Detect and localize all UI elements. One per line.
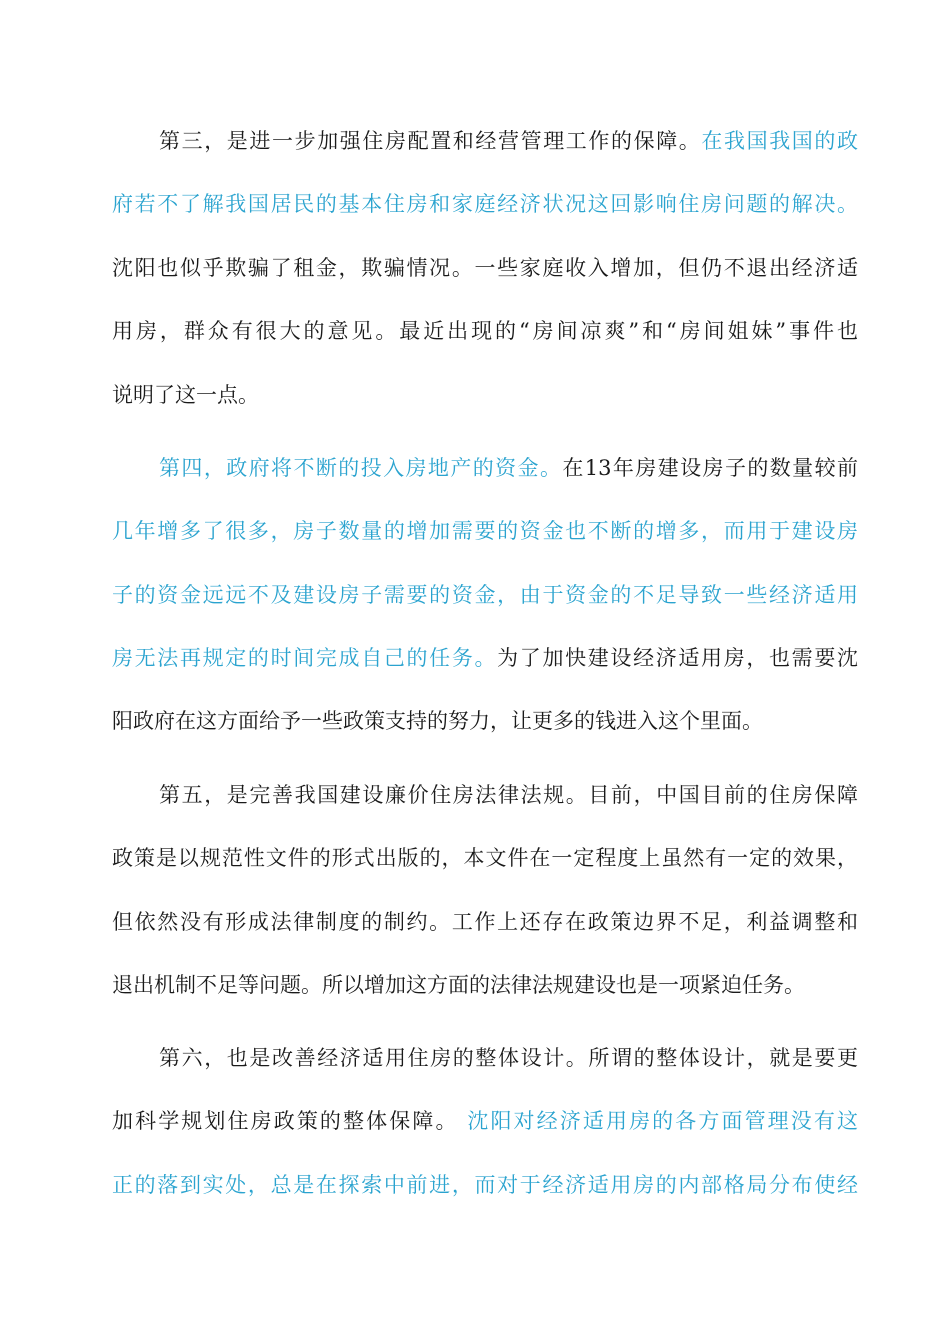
paragraph-3-line-4 <box>112 965 858 1005</box>
paragraph-1-line-3 <box>112 248 858 288</box>
paragraph-1-line-5 <box>112 375 858 415</box>
plain-text: 说明了这一点。 <box>112 383 259 407</box>
highlighted-text: 第四，政府将不断的投入房地产的资金。 <box>159 456 563 480</box>
paragraph-1-line-4 <box>112 311 858 351</box>
plain-text: 加科学规划住房政策的整体保障。 <box>112 1109 459 1133</box>
plain-text: 政策是以规范性文件的形式出版的，本文件在一定程度上虽然有一定的效果， <box>112 846 858 870</box>
plain-text: 第三，是进一步加强住房配置和经营管理工作的保障。 <box>159 129 702 153</box>
paragraph-3-line-3 <box>112 902 858 942</box>
plain-text: 用房，群众有很大的意见。最近出现的“房间凉爽”和“房间姐妹”事件也 <box>112 319 858 343</box>
paragraph-2-line-1 <box>112 448 858 488</box>
plain-text: 沈阳也似乎欺骗了租金，欺骗情况。一些家庭收入增加，但仍不退出经济适 <box>112 256 858 280</box>
paragraph-2-line-2 <box>112 511 858 551</box>
paragraph-3-line-1 <box>112 775 858 815</box>
highlighted-text: 几年增多了很多，房子数量的增加需要的资金也不断的增多，而用于建设房 <box>112 519 858 543</box>
paragraph-4-line-3 <box>112 1165 858 1205</box>
paragraph-2-line-5 <box>112 701 858 741</box>
paragraph-4-line-1 <box>112 1038 858 1078</box>
highlighted-text: 沈阳对经济适用房的各方面管理没有这 <box>458 1109 858 1133</box>
paragraph-1-line-1 <box>112 121 858 161</box>
plain-text: 第六，也是改善经济适用住房的整体设计。所谓的整体设计，就是要更 <box>159 1046 858 1070</box>
highlighted-text: 在我国我国的政 <box>701 129 858 153</box>
plain-text: 阳政府在这方面给予一些政策支持的努力，让更多的钱进入这个里面。 <box>112 709 763 733</box>
highlighted-text: 正的落到实处，总是在探索中前进，而对于经济适用房的内部格局分布使经 <box>112 1173 858 1197</box>
paragraph-2-line-4 <box>112 638 858 678</box>
highlighted-text: 子的资金远远不及建设房子需要的资金，由于资金的不足导致一些经济适用 <box>112 583 858 607</box>
paragraph-1-line-2 <box>112 184 858 224</box>
paragraph-2-line-3 <box>112 575 858 615</box>
plain-text: 但依然没有形成法律制度的制约。工作上还存在政策边界不足，利益调整和 <box>112 910 858 934</box>
plain-text: 在13年房建设房子的数量较前 <box>562 456 858 480</box>
paragraph-3-line-2 <box>112 838 858 878</box>
paragraph-4-line-2 <box>112 1101 858 1141</box>
plain-text: 为了加快建设经济适用房，也需要沈 <box>497 646 858 670</box>
plain-text: 第五，是完善我国建设廉价住房法律法规。目前，中国目前的住房保障 <box>159 783 858 807</box>
highlighted-text: 房无法再规定的时间完成自己的任务。 <box>112 646 498 670</box>
plain-text: 退出机制不足等问题。所以增加这方面的法律法规建设也是一项紧迫任务。 <box>112 973 805 997</box>
highlighted-text: 府若不了解我国居民的基本住房和家庭经济状况这回影响住房问题的解决。 <box>112 192 858 216</box>
